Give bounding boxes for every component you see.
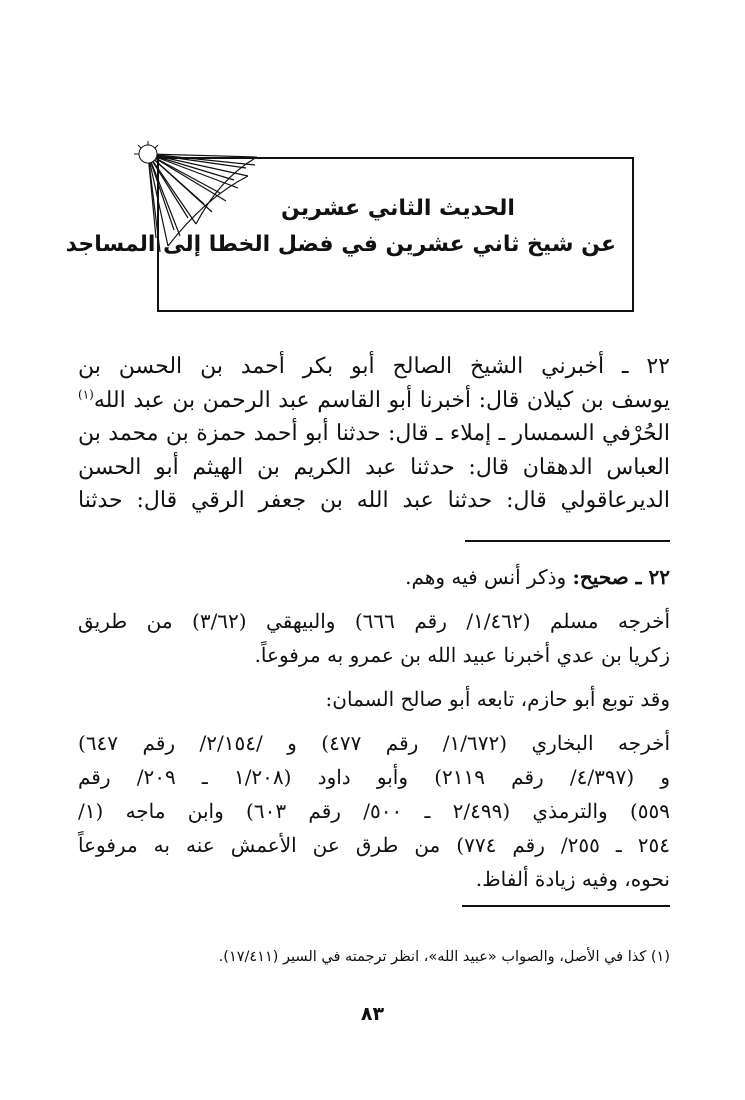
verdict-text: وذكر أنس فيه وهم. bbox=[405, 565, 573, 589]
text-line: العباس الدهقان قال: حدثنا عبد الكريم بن الهيثم أبو الحسن bbox=[78, 454, 670, 480]
chapter-subtitle: عن شيخ ثاني عشرين في فضل الخطا إلى المساجد bbox=[65, 232, 616, 257]
chapter-title: الحديث الثاني عشرين bbox=[281, 196, 515, 221]
text-line-content: يوسف بن كيلان قال: أخبرنا أبو القاسم عبد الرحمن بن عبد الله bbox=[93, 387, 670, 413]
note-line: وقد توبع أبو حازم، تابعه أبو صالح السمان: bbox=[325, 687, 670, 711]
text-line: الحُرْفي السمسار ـ إملاء ـ قال: حدثنا أبو أحمد حمزة بن محمد بن bbox=[78, 421, 670, 447]
note-line: أخرجه مسلم (١/٤٦٢/ رقم ٦٦٦) والبيهقي (٣/٦٢) من طريق bbox=[78, 609, 670, 633]
footnote-divider bbox=[462, 905, 670, 907]
footnote: (١) كذا في الأصل، والصواب «عبيد الله»، انظر ترجمته في السير (١٧/٤١١). bbox=[218, 949, 670, 965]
note-line: ٥٥٩) والترمذي (٢/٤٩٩ ـ ٥٠٠/ رقم ٦٠٣) وابن ماجه (١/ bbox=[78, 799, 671, 823]
text-line: ٢٢ ـ أخبرني الشيخ الصالح أبو بكر أحمد بن الحسن بن bbox=[78, 354, 670, 379]
hadith-text bbox=[78, 350, 670, 518]
note-line: زكريا بن عدي أخبرنا عبيد الله بن عمرو به مرفوعاً. bbox=[254, 643, 670, 667]
text-line: الديرعاقولي قال: حدثنا عبد الله بن جعفر الرقي قال: حدثنا bbox=[78, 488, 670, 514]
text-line bbox=[78, 384, 670, 418]
note-line: أخرجه البخاري (١/٦٧٢/ رقم ٤٧٧) و /٢/١٥٤/ رقم ٦٤٧) bbox=[78, 731, 671, 755]
page-number: ٨٣ bbox=[360, 1003, 385, 1025]
note-line: و (٤/٣٩٧/ رقم ٢١١٩) وأبو داود (١/٢٠٨ ـ ٢٠٩/ رقم bbox=[78, 765, 670, 789]
footnote-marker: (١) bbox=[78, 387, 94, 402]
verdict-line bbox=[78, 560, 670, 594]
note-line: ٢٥٤ ـ ٢٥٥/ رقم ٧٧٤) من طرق عن الأعمش عنه به مرفوعاً bbox=[78, 833, 671, 857]
note-line: نحوه، وفيه زيادة ألفاظ. bbox=[475, 867, 670, 891]
takhrij-notes bbox=[78, 560, 670, 896]
verdict-label: ٢٢ ـ صحيح: bbox=[572, 565, 670, 589]
section-divider bbox=[465, 540, 670, 542]
